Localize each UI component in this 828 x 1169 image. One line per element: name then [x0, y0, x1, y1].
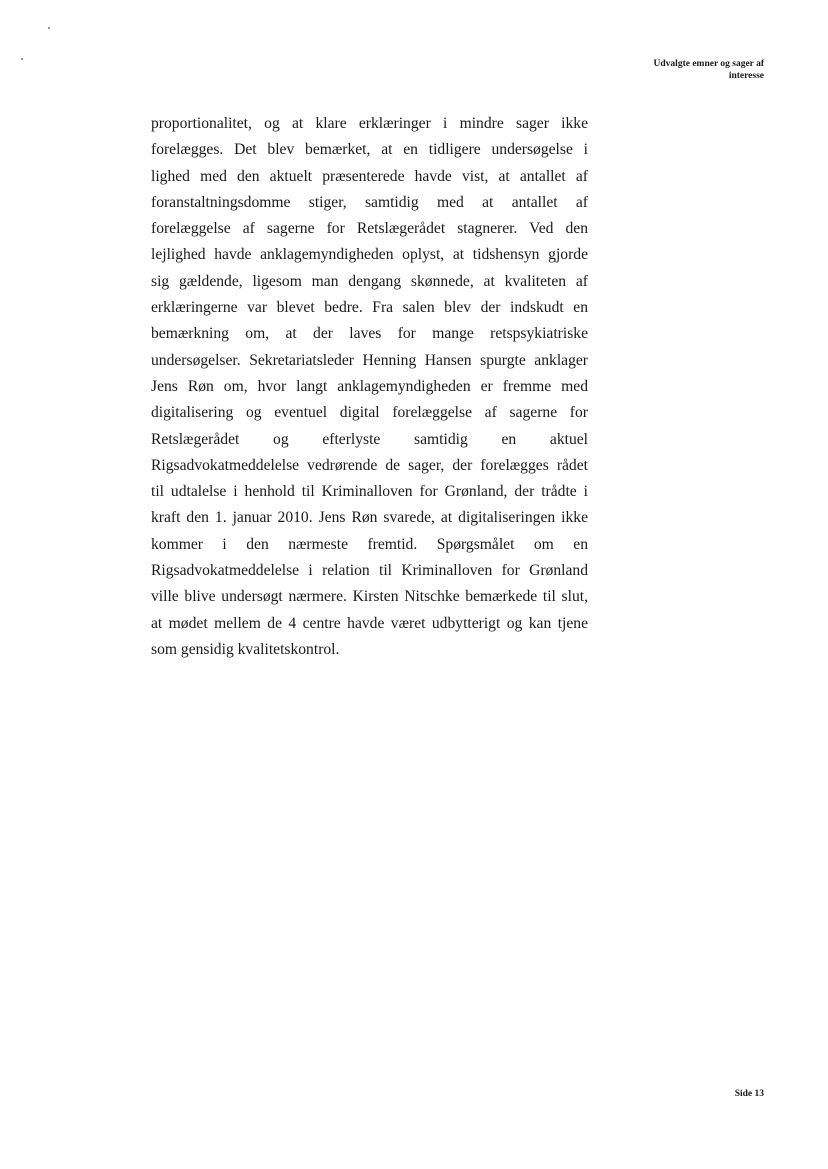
text-line: digitalisering og eventuel digital forelæggelse af sagerne for [151, 404, 588, 422]
text-line: kommer i den nærmeste fremtid. Spørgsmålet om en [151, 535, 588, 553]
text-line: sig gældende, ligesom man dengang skønnede, at kvaliteten af [151, 272, 588, 290]
body-paragraph [151, 111, 588, 663]
text-line: forelægges. Det blev bemærket, at en tidligere undersøgelse i [151, 141, 588, 159]
text-line: foranstaltningsdomme stiger, samtidig med at antallet af [151, 193, 588, 211]
text-line: Rigsadvokatmeddelelse i relation til Kriminalloven for Grønland [151, 562, 588, 580]
text-line: ville blive undersøgt nærmere. Kirsten Nitschke bemærkede til slut, [151, 588, 588, 606]
text-line: forelæggelse af sagerne for Retslægerådet stagnerer. Ved den [151, 220, 588, 238]
text-line: Jens Røn om, hvor langt anklagemyndigheden er fremme med [151, 377, 588, 395]
text-line: bemærkning om, at der laves for mange retspsykiatriske [151, 325, 588, 343]
scan-speck [21, 58, 23, 60]
page-number: Side 13 [734, 1089, 764, 1099]
scan-speck [48, 27, 50, 29]
header-line-1: Udvalgte emner og sager af [653, 59, 764, 69]
text-line: lejlighed havde anklagemyndigheden oplyst, at tidshensyn gjorde [151, 246, 588, 264]
text-line: erklæringerne var blevet bedre. Fra salen blev der indskudt en [151, 299, 588, 317]
text-line: at mødet mellem de 4 centre havde været udbytterigt og kan tjene [151, 614, 588, 632]
text-line: kraft den 1. januar 2010. Jens Røn svarede, at digitaliseringen ikke [151, 509, 588, 527]
text-line: Rigsadvokatmeddelelse vedrørende de sager, der forelægges rådet [151, 456, 588, 474]
text-line: Retslægerådet og efterlyste samtidig en aktuel [151, 430, 588, 448]
text-line: til udtalelse i henhold til Kriminalloven for Grønland, der trådte i [151, 483, 588, 501]
header-line-2: interesse [728, 71, 764, 81]
text-line: proportionalitet, og at klare erklæringer i mindre sager ikke [151, 115, 588, 132]
text-line: lighed med den aktuelt præsenterede havde vist, at antallet af [151, 167, 588, 185]
text-line: undersøgelser. Sekretariatsleder Henning Hansen spurgte anklager [151, 351, 588, 369]
text-line: som gensidig kvalitetskontrol. [151, 640, 340, 658]
running-header [564, 58, 764, 82]
